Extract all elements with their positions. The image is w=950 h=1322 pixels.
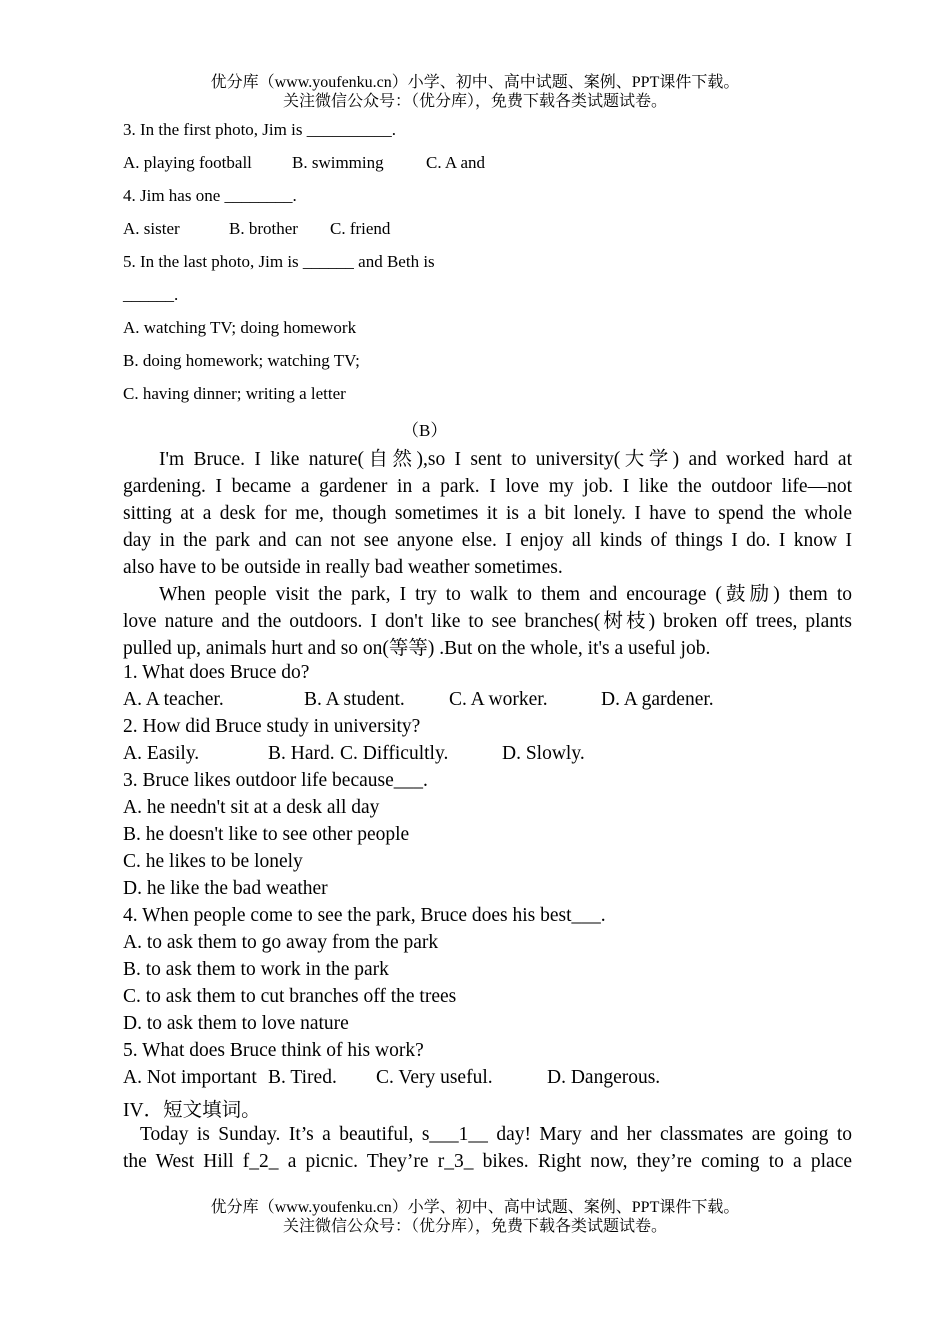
b-question-4-stem: 4. When people come to see the park, Bruce does his best___.: [123, 905, 606, 926]
header-line-1: 优分库（www.youfenku.cn）小学、初中、高中试题、案例、PPT课件下载。: [210, 74, 740, 91]
question-4-stem: 4. Jim has one ________.: [123, 186, 297, 205]
question-3-option-a: A. playing football: [123, 153, 252, 172]
footer-line-2: 关注微信公众号：（优分库），免费下载各类试题试卷。: [282, 1218, 667, 1235]
b-question-3-stem: 3. Bruce likes outdoor life because___.: [123, 770, 428, 791]
b-question-4-option-b: B. to ask them to work in the park: [123, 959, 389, 980]
question-5-stem-line-1: 5. In the last photo, Jim is ______ and Beth is: [123, 252, 435, 271]
question-5-option-b: B. doing homework; watching TV;: [123, 351, 360, 370]
question-4-option-b: B. brother: [229, 219, 298, 238]
question-3-option-c: C. A and: [426, 153, 486, 172]
b-question-4-option-c: C. to ask them to cut branches off the trees: [123, 986, 457, 1007]
question-4-option-a: A. sister: [123, 219, 180, 238]
b-question-2-option-a: A. Easily.: [123, 743, 200, 764]
b-question-3-option-c: C. he likes to be lonely: [123, 851, 303, 872]
passage-line: Today is Sunday. It’s a beautiful, s___1__ day! Mary and her classmates are going to: [140, 1124, 852, 1145]
section-iv-title: IV．短文填词。: [123, 1100, 261, 1121]
b-question-1-option-b: B. A student.: [304, 689, 405, 710]
passage-line: also have to be outside in really bad weather sometimes.: [123, 557, 563, 578]
question-5-option-c: C. having dinner; writing a letter: [123, 384, 346, 403]
passage-line: I'm Bruce. I like nature(自然),so I sent to university(大学) and worked hard at: [159, 449, 852, 470]
b-question-5-stem: 5. What does Bruce think of his work?: [123, 1040, 424, 1061]
b-question-2-option-c: C. Difficultly.: [340, 743, 449, 764]
b-question-1-option-d: D. A gardener.: [601, 689, 714, 710]
passage-line: sitting at a desk for me, though sometimes it is a bit lonely. I have to spend the whole: [123, 503, 852, 524]
b-question-3-option-d: D. he like the bad weather: [123, 878, 328, 899]
b-question-2-stem: 2. How did Bruce study in university?: [123, 716, 421, 737]
b-question-5-option-b: B. Tired.: [268, 1067, 337, 1088]
question-4-option-c: C. friend: [330, 219, 391, 238]
page-header: [0, 73, 950, 111]
b-question-4-option-d: D. to ask them to love nature: [123, 1013, 349, 1034]
b-question-2-option-b: B. Hard.: [268, 743, 335, 764]
b-question-1-stem: 1. What does Bruce do?: [123, 662, 310, 683]
passage-line: love nature and the outdoors. I don't like to see branches(树枝) broken off trees, plants: [123, 611, 852, 632]
section-b-label: （B）: [402, 421, 448, 440]
passage-b-paragraph-2: [123, 581, 852, 662]
passage-line: When people visit the park, I try to walk to them and encourage (鼓励) them to: [159, 584, 852, 605]
b-question-3-option-b: B. he doesn't like to see other people: [123, 824, 410, 845]
passage-b-paragraph-1: [123, 446, 852, 581]
b-question-2-option-d: D. Slowly.: [502, 743, 585, 764]
passage-line: gardening. I became a gardener in a park. I love my job. I like the outdoor life—not: [123, 476, 852, 497]
b-question-5-option-d: D. Dangerous.: [547, 1067, 661, 1088]
b-question-5-option-c: C. Very useful.: [376, 1067, 493, 1088]
question-3-stem: 3. In the first photo, Jim is __________.: [123, 120, 396, 139]
footer-line-1: 优分库（www.youfenku.cn）小学、初中、高中试题、案例、PPT课件下载。: [210, 1199, 740, 1216]
question-5-option-a: A. watching TV; doing homework: [123, 318, 357, 337]
b-question-5-option-a: A. Not important: [123, 1067, 257, 1088]
passage-line: day in the park and can not see anyone else. I enjoy all kinds of things I do. I know I: [123, 530, 852, 551]
section-iv-passage: [123, 1121, 852, 1175]
page-footer: [0, 1198, 950, 1236]
header-line-2: 关注微信公众号：（优分库），免费下载各类试题试卷。: [282, 93, 667, 110]
b-question-3-option-a: A. he needn't sit at a desk all day: [123, 797, 380, 818]
b-question-1-option-c: C. A worker.: [449, 689, 548, 710]
b-question-1-option-a: A. A teacher.: [123, 689, 224, 710]
question-5-stem-line-2: ______.: [123, 285, 179, 304]
passage-line: the West Hill f_2_ a picnic. They’re r_3_ bikes. Right now, they’re coming to a place: [123, 1151, 852, 1172]
question-3-option-b: B. swimming: [292, 153, 384, 172]
b-question-4-option-a: A. to ask them to go away from the park: [123, 932, 439, 953]
passage-line: pulled up, animals hurt and so on(等等) .But on the whole, it's a useful job.: [123, 638, 711, 659]
